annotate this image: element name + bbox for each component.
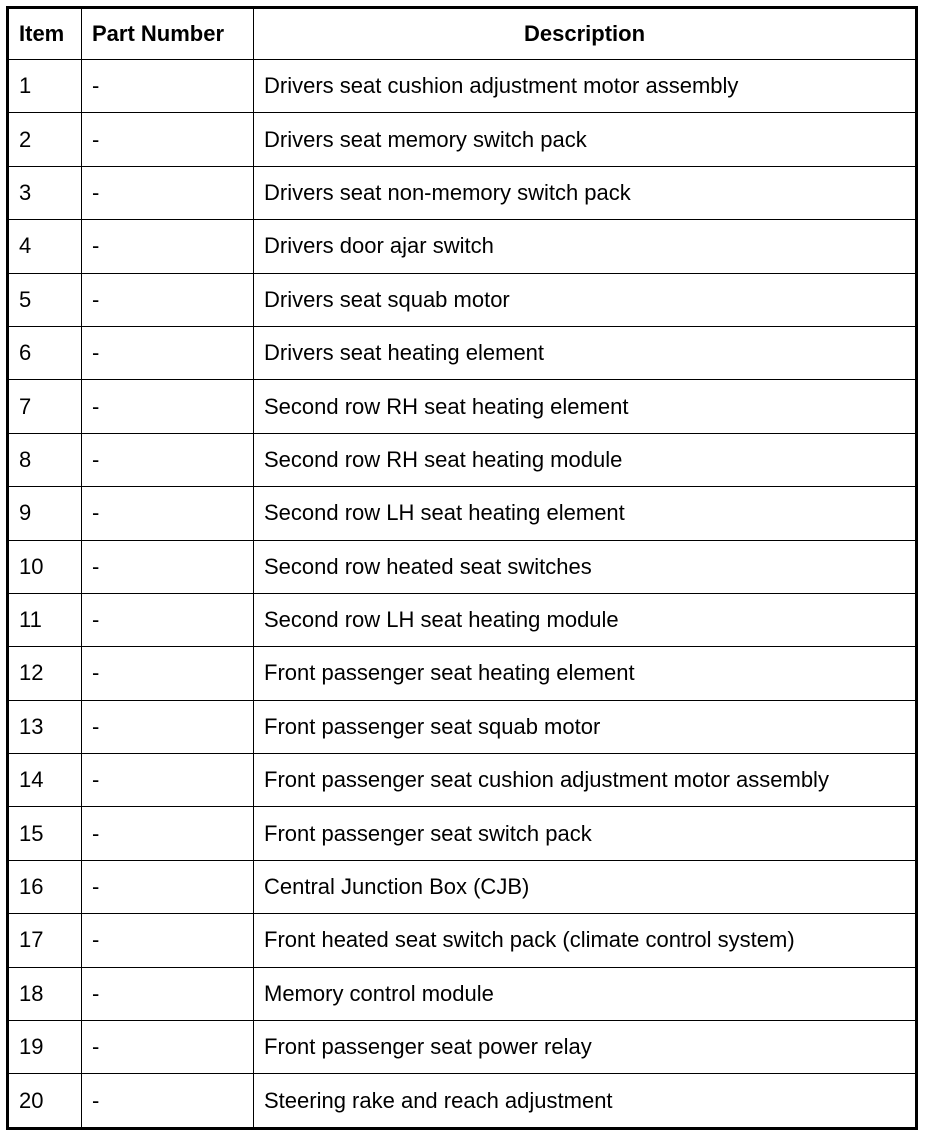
table-row bbox=[8, 754, 917, 807]
header-description: Description bbox=[254, 8, 917, 60]
cell-description: Second row RH seat heating module bbox=[254, 433, 917, 486]
table-row bbox=[8, 220, 917, 273]
table-row bbox=[8, 273, 917, 326]
table-row bbox=[8, 967, 917, 1020]
cell-item: 17 bbox=[8, 914, 82, 967]
cell-item: 19 bbox=[8, 1021, 82, 1074]
cell-part-number: - bbox=[82, 647, 254, 700]
cell-part-number: - bbox=[82, 60, 254, 113]
header-item: Item bbox=[8, 8, 82, 60]
cell-item: 6 bbox=[8, 326, 82, 379]
cell-item: 2 bbox=[8, 113, 82, 166]
cell-item: 4 bbox=[8, 220, 82, 273]
cell-part-number: - bbox=[82, 487, 254, 540]
cell-item: 11 bbox=[8, 593, 82, 646]
cell-part-number: - bbox=[82, 914, 254, 967]
cell-item: 3 bbox=[8, 166, 82, 219]
table-row bbox=[8, 433, 917, 486]
cell-item: 13 bbox=[8, 700, 82, 753]
cell-description: Front passenger seat cushion adjustment motor assembly bbox=[254, 754, 917, 807]
cell-description: Front heated seat switch pack (climate control system) bbox=[254, 914, 917, 967]
cell-description: Front passenger seat switch pack bbox=[254, 807, 917, 860]
cell-part-number: - bbox=[82, 326, 254, 379]
cell-part-number: - bbox=[82, 166, 254, 219]
cell-item: 16 bbox=[8, 860, 82, 913]
cell-item: 12 bbox=[8, 647, 82, 700]
cell-item: 14 bbox=[8, 754, 82, 807]
cell-item: 18 bbox=[8, 967, 82, 1020]
cell-item: 5 bbox=[8, 273, 82, 326]
cell-part-number: - bbox=[82, 1074, 254, 1129]
table-row bbox=[8, 113, 917, 166]
table-row bbox=[8, 593, 917, 646]
cell-description: Second row RH seat heating element bbox=[254, 380, 917, 433]
cell-item: 8 bbox=[8, 433, 82, 486]
table-row bbox=[8, 166, 917, 219]
table-body bbox=[8, 60, 917, 1129]
cell-description: Drivers door ajar switch bbox=[254, 220, 917, 273]
table-row bbox=[8, 807, 917, 860]
cell-description: Second row heated seat switches bbox=[254, 540, 917, 593]
cell-part-number: - bbox=[82, 754, 254, 807]
cell-description: Drivers seat memory switch pack bbox=[254, 113, 917, 166]
table-header bbox=[8, 8, 917, 60]
table-row bbox=[8, 487, 917, 540]
cell-description: Drivers seat heating element bbox=[254, 326, 917, 379]
cell-description: Central Junction Box (CJB) bbox=[254, 860, 917, 913]
cell-item: 9 bbox=[8, 487, 82, 540]
cell-part-number: - bbox=[82, 220, 254, 273]
cell-description: Front passenger seat squab motor bbox=[254, 700, 917, 753]
table-row bbox=[8, 60, 917, 113]
table-row bbox=[8, 860, 917, 913]
cell-part-number: - bbox=[82, 273, 254, 326]
cell-description: Front passenger seat heating element bbox=[254, 647, 917, 700]
table-row bbox=[8, 700, 917, 753]
cell-item: 15 bbox=[8, 807, 82, 860]
cell-description: Drivers seat non-memory switch pack bbox=[254, 166, 917, 219]
cell-item: 20 bbox=[8, 1074, 82, 1129]
cell-part-number: - bbox=[82, 113, 254, 166]
cell-description: Drivers seat squab motor bbox=[254, 273, 917, 326]
cell-part-number: - bbox=[82, 593, 254, 646]
header-row bbox=[8, 8, 917, 60]
cell-item: 7 bbox=[8, 380, 82, 433]
cell-part-number: - bbox=[82, 967, 254, 1020]
cell-part-number: - bbox=[82, 433, 254, 486]
cell-description: Front passenger seat power relay bbox=[254, 1021, 917, 1074]
cell-item: 10 bbox=[8, 540, 82, 593]
cell-description: Second row LH seat heating element bbox=[254, 487, 917, 540]
cell-description: Second row LH seat heating module bbox=[254, 593, 917, 646]
cell-part-number: - bbox=[82, 807, 254, 860]
table-row bbox=[8, 647, 917, 700]
cell-description: Steering rake and reach adjustment bbox=[254, 1074, 917, 1129]
cell-part-number: - bbox=[82, 540, 254, 593]
parts-table bbox=[6, 6, 918, 1130]
table-row bbox=[8, 1074, 917, 1129]
cell-item: 1 bbox=[8, 60, 82, 113]
cell-part-number: - bbox=[82, 380, 254, 433]
table-row bbox=[8, 914, 917, 967]
cell-part-number: - bbox=[82, 860, 254, 913]
header-part-number: Part Number bbox=[82, 8, 254, 60]
cell-description: Memory control module bbox=[254, 967, 917, 1020]
table-row bbox=[8, 540, 917, 593]
table-row bbox=[8, 1021, 917, 1074]
cell-part-number: - bbox=[82, 1021, 254, 1074]
table-row bbox=[8, 380, 917, 433]
cell-description: Drivers seat cushion adjustment motor assembly bbox=[254, 60, 917, 113]
cell-part-number: - bbox=[82, 700, 254, 753]
table-row bbox=[8, 326, 917, 379]
